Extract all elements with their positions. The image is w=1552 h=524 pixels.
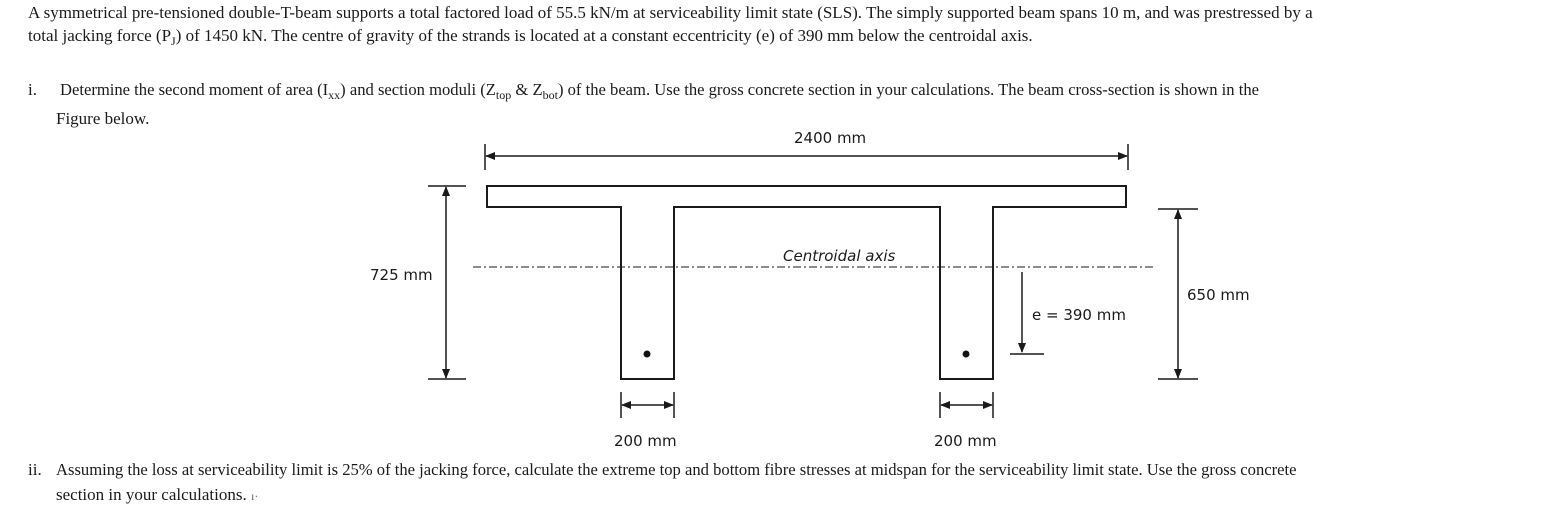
double-t-section-outline — [487, 186, 1126, 379]
question-i-line-2: Figure below. — [56, 109, 150, 128]
line2-text-a: total jacking force (P — [28, 26, 172, 45]
width-dimension-label: 2400 mm — [794, 129, 867, 147]
question-i-number: i. — [28, 80, 37, 99]
trailing-mark: ı· — [250, 489, 259, 503]
web-left-dimension-label: 200 mm — [614, 432, 677, 450]
centroidal-axis-label: Centroidal axis — [783, 247, 896, 265]
question-ii-line-1: Assuming the loss at serviceability limit is 25% of the jacking force, calculate the extreme top and bottom fibre stresses at midspan for the serviceability limit state. Use the gross concrete — [56, 460, 1297, 479]
zbot-subscript: bot — [542, 88, 558, 102]
jacking-force-subscript: J — [171, 34, 176, 48]
line2-text-b: ) of 1450 kN. The centre of gravity of the strands is located at a constant eccentricity (e) of 390 mm below the centroidal axis. — [175, 26, 1033, 45]
height-dimension-label: 725 mm — [370, 266, 433, 284]
q2-line2-text: section in your calculations. — [56, 485, 247, 504]
q1-text-b: ) and section moduli (Z — [340, 80, 496, 99]
q1-text-d: ) of the beam. Use the gross concrete section in your calculations. The beam cross-section is shown in the — [557, 80, 1259, 99]
web-right-dimension-label: 200 mm — [934, 432, 997, 450]
ixx-subscript: xx — [328, 88, 341, 102]
q1-text-a: Determine the second moment of area (I — [60, 80, 329, 99]
strand-dot-left — [644, 351, 651, 358]
eccentricity-label: e = 390 mm — [1032, 306, 1126, 324]
ztop-subscript: top — [495, 88, 512, 102]
question-ii-number: ii. — [28, 460, 42, 479]
strand-dot-right — [963, 351, 970, 358]
stem-dimension-label: 650 mm — [1187, 286, 1250, 304]
problem-statement-line-1: A symmetrical pre-tensioned double-T-beam supports a total factored load of 55.5 kN/m at serviceability limit state (SLS). The simply supported beam spans 10 m, and was prestressed by a — [28, 3, 1313, 22]
question-ii-line-2 — [56, 484, 258, 507]
q1-text-c: & Z — [511, 80, 543, 99]
